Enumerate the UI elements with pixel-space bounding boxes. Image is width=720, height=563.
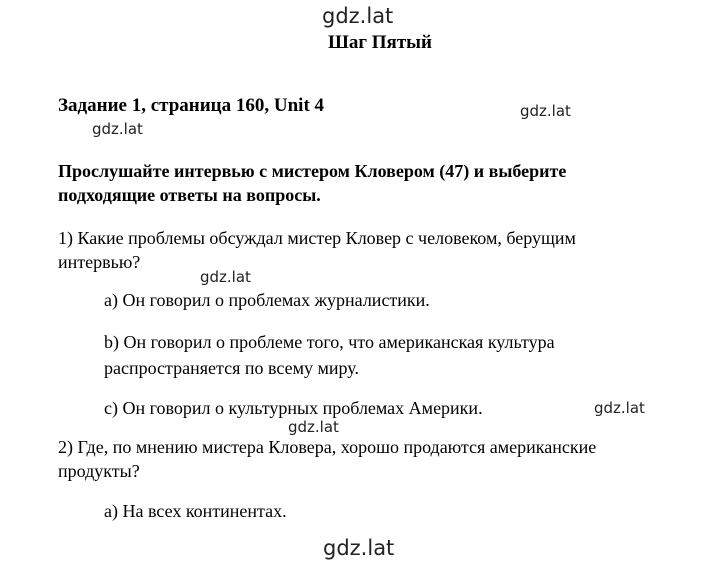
watermark-mid-1: gdz.lat xyxy=(200,268,251,286)
question-2-line-2: продукты? xyxy=(58,461,140,481)
watermark-right-1: gdz.lat xyxy=(520,102,571,120)
watermark-top: gdz.lat xyxy=(322,4,394,28)
question-1-line-2: интервью? xyxy=(58,252,141,272)
watermark-mid-2: gdz.lat xyxy=(288,418,339,436)
task-heading: Задание 1, страница 160, Unit 4 xyxy=(58,95,325,116)
watermark-bottom: gdz.lat xyxy=(323,536,395,560)
instruction-line-1: Прослушайте интервью с мистером Кловером (47) и выберите xyxy=(58,161,567,181)
page-title: Шаг Пятый xyxy=(328,32,432,53)
watermark-right-2: gdz.lat xyxy=(594,399,645,417)
question-1-answer-b-line-1: b) Он говорил о проблеме того, что американская культура xyxy=(104,332,555,352)
question-2-answer-a: a) На всех континентах. xyxy=(104,501,287,521)
question-2-line-1: 2) Где, по мнению мистера Кловера, хорошо продаются американские xyxy=(58,437,597,457)
question-1-answer-c: c) Он говорил о культурных проблемах Америки. xyxy=(104,398,483,418)
question-1-answer-a: a) Он говорил о проблемах журналистики. xyxy=(104,290,430,310)
instruction-line-2: подходящие ответы на вопросы. xyxy=(58,185,321,205)
question-1-answer-b-line-2: распространяется по всему миру. xyxy=(104,358,359,378)
watermark-left-1: gdz.lat xyxy=(92,120,143,138)
question-1-line-1: 1) Какие проблемы обсуждал мистер Кловер с человеком, берущим xyxy=(58,228,576,248)
